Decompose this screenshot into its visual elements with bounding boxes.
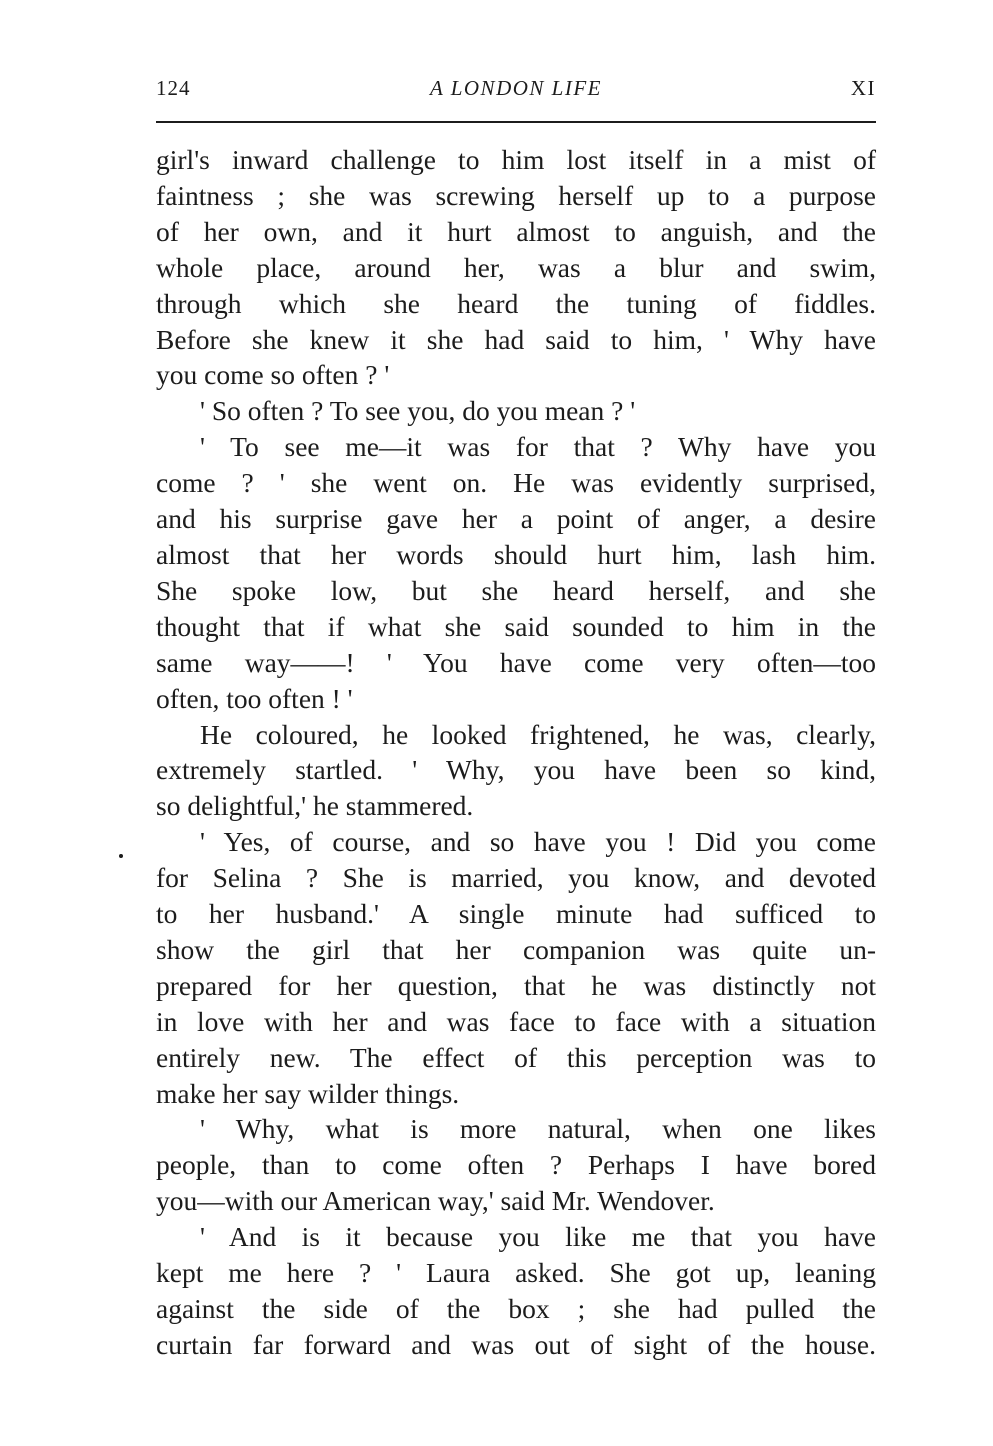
text-line: kept me here ? ' Laura asked. She got up, leaning	[156, 1257, 876, 1289]
text-line: ' To see me—it was for that ? Why have you	[200, 431, 876, 463]
text-line: He coloured, he looked frightened, he was, clearly,	[200, 718, 876, 750]
text-line: thought that if what she said sounded to him in the	[156, 610, 876, 642]
page-number: 124	[156, 76, 191, 100]
text-line: people, than to come often ? Perhaps I have bored	[156, 1149, 876, 1181]
text-line: ' Yes, of course, and so have you ! Did you come	[200, 826, 876, 858]
text-line: Before she knew it she had said to him, ' Why have	[156, 323, 876, 355]
text-line: often, too often ! '	[156, 682, 353, 714]
text-line: curtain far forward and was out of sight of the house.	[156, 1328, 876, 1360]
text-line: same way——! ' You have come very often—too	[156, 646, 876, 678]
text-line: faintness ; she was screwing herself up to a purpose	[156, 179, 876, 211]
text-line: almost that her words should hurt him, lash him.	[156, 538, 876, 570]
text-line: for Selina ? She is married, you know, and devoted	[156, 862, 876, 894]
text-line: entirely new. The effect of this perception was to	[156, 1041, 876, 1073]
text-line: of her own, and it hurt almost to anguish, and the	[156, 215, 876, 247]
text-line: come ? ' she went on. He was evidently surprised,	[156, 467, 876, 499]
body-text	[156, 142, 876, 1363]
text-line: so delightful,' he stammered.	[156, 790, 474, 822]
text-line: through which she heard the tuning of fiddles.	[156, 287, 876, 319]
text-line: to her husband.' A single minute had sufficed to	[156, 898, 876, 930]
text-line: whole place, around her, was a blur and swim,	[156, 251, 876, 283]
header-rule	[156, 121, 876, 123]
text-line: ' So often ? To see you, do you mean ? '	[200, 395, 636, 427]
text-line: show the girl that her companion was quite un-	[156, 933, 876, 965]
text-line: ' And is it because you like me that you have	[200, 1221, 876, 1253]
text-line: make her say wilder things.	[156, 1077, 460, 1109]
margin-mark	[119, 854, 123, 858]
text-line: and his surprise gave her a point of anger, a desire	[156, 503, 876, 535]
running-title: A LONDON LIFE	[430, 76, 602, 100]
chapter-number: XI	[850, 76, 876, 100]
text-line: against the side of the box ; she had pulled the	[156, 1293, 876, 1324]
running-header	[156, 76, 876, 110]
text-line: you come so often ? '	[156, 359, 390, 391]
text-line: extremely startled. ' Why, you have been so kind,	[156, 754, 876, 786]
text-line: ' Why, what is more natural, when one likes	[200, 1113, 876, 1145]
text-line: in love with her and was face to face with a situation	[156, 1005, 876, 1037]
text-line: you—with our American way,' said Mr. Wendover.	[156, 1185, 715, 1217]
text-line: prepared for her question, that he was distinctly not	[156, 969, 876, 1001]
text-line: She spoke low, but she heard herself, and she	[156, 574, 876, 606]
text-line: girl's inward challenge to him lost itself in a mist of	[156, 144, 876, 175]
